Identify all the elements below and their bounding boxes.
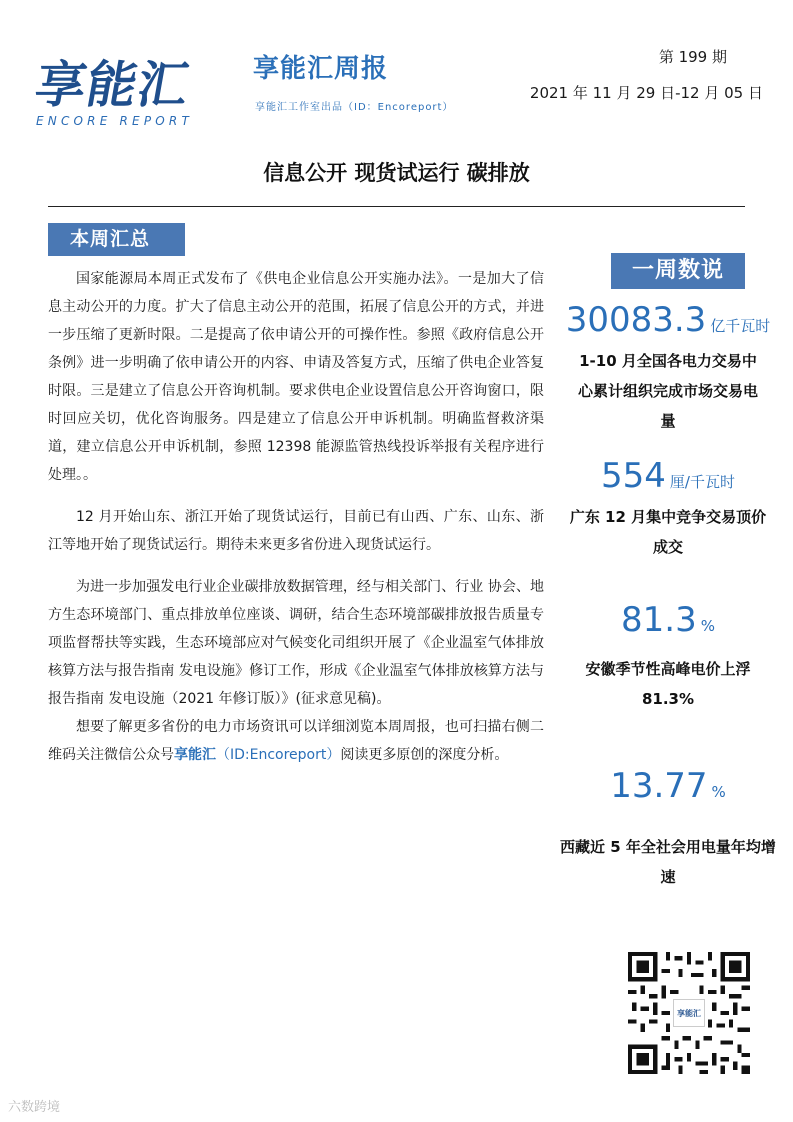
logo-chinese-text: 享能汇 bbox=[30, 56, 195, 114]
paragraph-4-text-b: 阅读更多原创的深度分析。 bbox=[340, 747, 509, 763]
watermark-text: 六数跨境 bbox=[8, 1100, 61, 1115]
stat-2-unit: 厘/千瓦时 bbox=[669, 473, 735, 491]
logo-english-text: ENCORE REPORT bbox=[36, 114, 193, 128]
stat-2-value: 554 bbox=[601, 456, 666, 496]
summary-body bbox=[48, 265, 544, 769]
summary-paragraph-2: 12 月开始山东、浙江开始了现货试运行，目前已有山西、广东、山东、浙江等地开始了现货试运行。期待未来更多省份进入现货试运行。 bbox=[48, 509, 544, 553]
stat-2-figure bbox=[548, 456, 788, 496]
report-title: 享能汇周报 bbox=[253, 54, 389, 84]
stat-4-description: 西藏近 5 年全社会用电量年均增速 bbox=[560, 838, 776, 886]
stat-4-value: 13.77 bbox=[610, 766, 708, 806]
stat-3-unit: % bbox=[700, 617, 715, 635]
wechat-account-name[interactable]: 享能汇 bbox=[174, 747, 216, 763]
stat-card-1 bbox=[548, 300, 788, 436]
stat-3-figure bbox=[548, 600, 788, 640]
stat-1-value: 30083.3 bbox=[565, 300, 707, 340]
issue-number: 第 199 期 bbox=[658, 48, 727, 66]
paragraph-4-text-a: 想要了解更多省份的电力市场资讯可以详细浏览本周周报，也可扫描右侧二维码关注微信公众号 bbox=[48, 719, 544, 763]
stat-card-2 bbox=[548, 456, 788, 562]
stat-1-unit: 亿千瓦时 bbox=[710, 317, 771, 335]
summary-paragraph-1: 国家能源局本周正式发布了《供电企业信息公开实施办法》。一是加大了信息主动公开的力度。扩大了信息主动公开的范围，拓展了信息公开的方式，并进一步压缩了更新时限。二是提高了依申请公开的可操作性。参照《政府信息公开条例》进一步明确了依申请公开的内容、申请及答复方式，压缩了供电企业答复时限。三是建立了信息公开咨询机制。要求供电企业设置信息公开咨询窗口，限时回应关切，优化咨询服务。四是建立了信息公开申诉机制。明确监督救济渠道，建立信息公开申诉机制，参照 12398 能源监管热线投诉举报有关程序进行处理。。 bbox=[48, 271, 544, 483]
summary-paragraph-4 bbox=[48, 713, 544, 769]
stat-1-figure bbox=[548, 300, 788, 340]
date-range: 2021 年 11 月 29 日-12 月 05 日 bbox=[529, 84, 763, 102]
brand-logo bbox=[30, 56, 226, 130]
stat-4-figure bbox=[548, 766, 788, 806]
wechat-account-id: （ID:Encoreport） bbox=[216, 747, 341, 763]
wechat-qr-code[interactable] bbox=[628, 952, 750, 1074]
stat-card-3 bbox=[548, 600, 788, 714]
headline-divider bbox=[48, 206, 745, 207]
qr-center-logo: 享能汇 bbox=[673, 999, 705, 1027]
stat-1-description: 1-10 月全国各电力交易中心累计组织完成市场交易电量 bbox=[578, 352, 759, 430]
weekly-numbers-tag: 一周数说 bbox=[611, 253, 745, 289]
stat-4-unit: % bbox=[711, 783, 726, 801]
stat-3-description: 安徽季节性高峰电价上浮 81.3% bbox=[585, 660, 751, 708]
report-subtitle: 享能汇工作室出品（ID：Encoreport） bbox=[255, 102, 454, 113]
stat-2-description: 广东 12 月集中竞争交易顶价成交 bbox=[569, 508, 767, 556]
stat-3-value: 81.3 bbox=[621, 600, 697, 640]
summary-section-tag: 本周汇总 bbox=[48, 223, 185, 256]
summary-paragraph-3: 为进一步加强发电行业企业碳排放数据管理，经与相关部门、行业 协会、地方生态环境部门、重点排放单位座谈、调研，结合生态环境部碳排放报告质量专项监督帮扶等实践，生态环境部应对气候变化司组织开展了《企业温室气体排放核算方法与报告指南 发电设施》修订工作，形成《企业温室气体排放核算方法与报告指南 发电设施（2021 年修订版）》(征求意见稿)。 bbox=[48, 579, 544, 707]
page-headline: 信息公开 现货试运行 碳排放 bbox=[263, 161, 530, 185]
stat-card-4 bbox=[548, 766, 788, 892]
